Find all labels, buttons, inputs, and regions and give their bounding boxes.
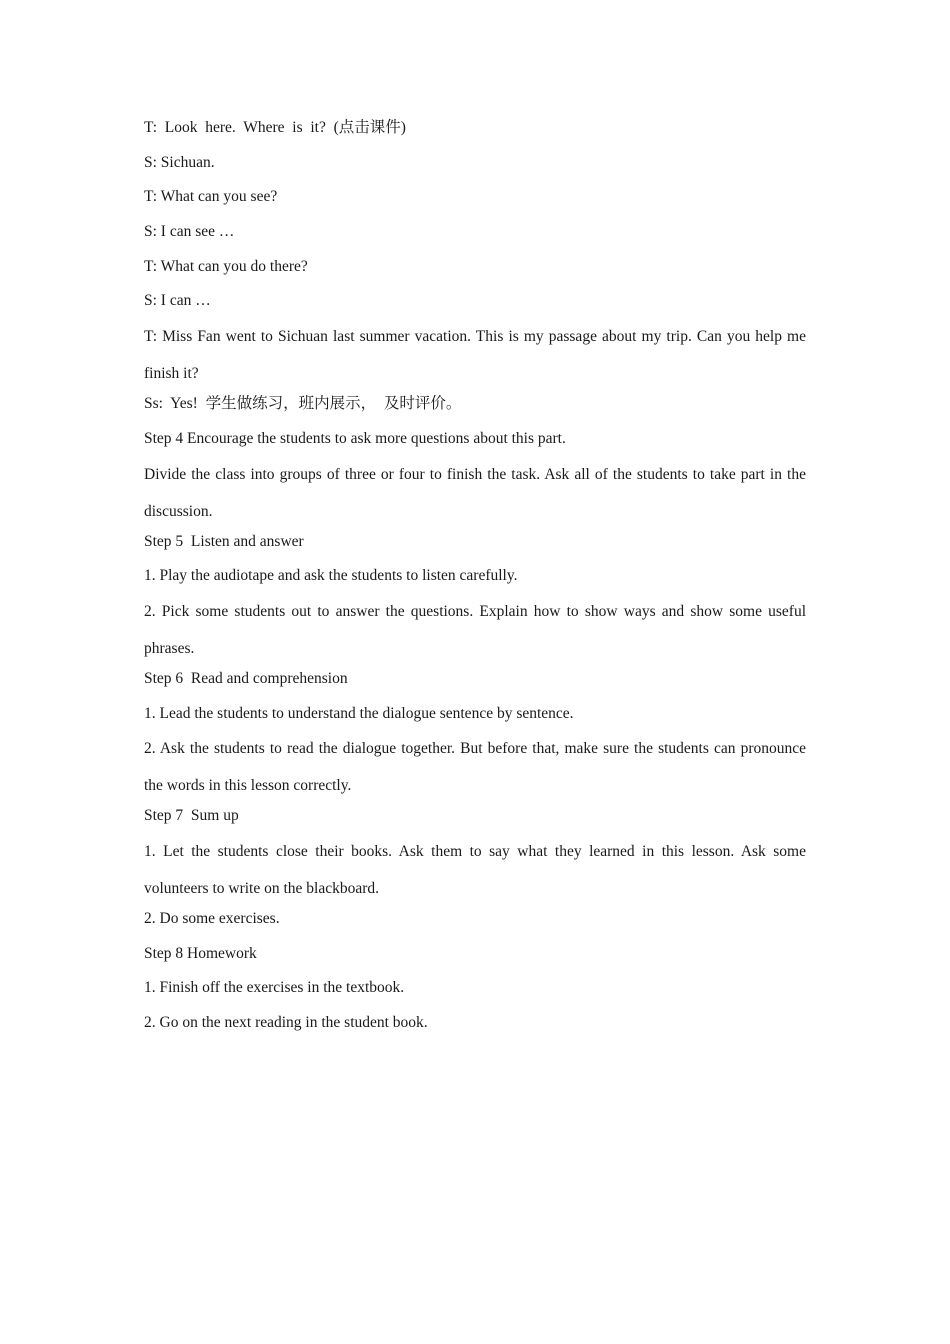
dialogue-line: T: Look here. Where is it? (点击课件) — [144, 119, 406, 136]
document-body — [144, 115, 806, 1045]
list-item: 1. Lead the students to understand the dialogue sentence by sentence. — [144, 704, 574, 722]
list-item: 2. Do some exercises. — [144, 909, 280, 927]
step-heading: Step 5 Listen and answer — [144, 532, 304, 550]
list-item: 2. Ask the students to read the dialogue together. But before that, make sure the students can pronounce the words in this lesson correctly. — [144, 740, 806, 795]
dialogue-line: T: What can you see? — [144, 188, 278, 206]
dialogue-line: Ss: Yes! 学生做练习，班内展示， 及时评价。 — [144, 395, 462, 413]
list-item: 2. Go on the next reading in the student book. — [144, 1014, 428, 1031]
step-heading: Step 6 Read and comprehension — [144, 669, 348, 687]
list-item: 1. Finish off the exercises in the textbook. — [144, 979, 405, 997]
dialogue-paragraph: T: Miss Fan went to Sichuan last summer vacation. This is my passage about my trip. Can you help me finish it? — [144, 328, 806, 383]
dialogue-line: T: What can you do there? — [144, 257, 308, 275]
dialogue-line: S: I can … — [144, 292, 211, 310]
list-item: 1. Play the audiotape and ask the students to listen carefully. — [144, 567, 518, 585]
list-item: 2. Pick some students out to answer the questions. Explain how to show ways and show some useful phrases. — [144, 602, 806, 657]
dialogue-line: S: I can see … — [144, 223, 235, 241]
step-heading: Step 7 Sum up — [144, 807, 239, 825]
step-heading: Step 8 Homework — [144, 944, 257, 962]
list-item: 1. Let the students close their books. Ask them to say what they learned in this lesson. Ask some volunteers to write on the blackboard. — [144, 842, 806, 897]
step-heading: Step 4 Encourage the students to ask more questions about this part. — [144, 429, 566, 447]
body-paragraph: Divide the class into groups of three or four to finish the task. Ask all of the students to take part in the discussion. — [144, 465, 806, 520]
dialogue-line: S: Sichuan. — [144, 153, 215, 171]
